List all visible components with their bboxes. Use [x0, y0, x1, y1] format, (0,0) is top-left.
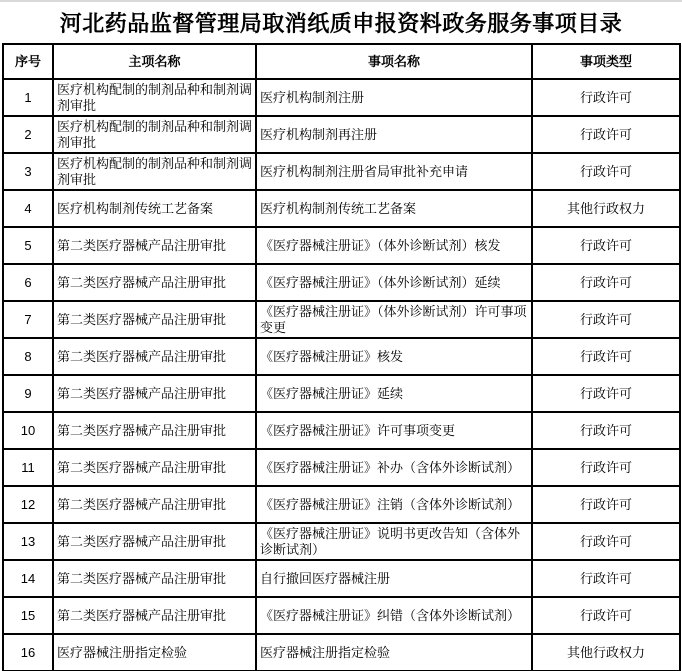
item-type-cell: 行政许可	[532, 153, 680, 190]
row-number-cell: 7	[3, 301, 53, 338]
item-name-cell: 《医疗器械注册证》许可事项变更	[256, 412, 532, 449]
row-number-cell: 13	[3, 523, 53, 560]
row-number-cell: 2	[3, 116, 53, 153]
item-type-cell: 行政许可	[532, 338, 680, 375]
item-type-cell: 行政许可	[532, 301, 680, 338]
header-cell-item: 事项名称	[256, 44, 532, 79]
item-type-cell: 行政许可	[532, 412, 680, 449]
table-row	[3, 375, 680, 412]
row-number-cell: 5	[3, 227, 53, 264]
table-row	[3, 449, 680, 486]
item-name-cell: 《医疗器械注册证》注销（含体外诊断试剂）	[256, 486, 532, 523]
main-item-cell: 医疗机构配制的制剂品种和制剂调剂审批	[53, 79, 256, 116]
row-number-cell: 12	[3, 486, 53, 523]
row-number-cell: 14	[3, 560, 53, 597]
row-number-cell: 1	[3, 79, 53, 116]
page-title: 河北药品监督管理局取消纸质申报资料政务服务事项目录	[59, 11, 623, 36]
item-type-cell: 行政许可	[532, 375, 680, 412]
main-item-cell: 医疗机构制剂传统工艺备案	[53, 190, 256, 227]
item-name-cell: 《医疗器械注册证》补办（含体外诊断试剂）	[256, 449, 532, 486]
item-name-cell: 医疗机构制剂传统工艺备案	[256, 190, 532, 227]
main-item-cell: 第二类医疗器械产品注册审批	[53, 227, 256, 264]
item-name-cell: 《医疗器械注册证》（体外诊断试剂）许可事项变更	[256, 301, 532, 338]
item-type-cell: 其他行政权力	[532, 634, 680, 671]
table-row	[3, 523, 680, 560]
item-name-cell: 《医疗器械注册证》（体外诊断试剂）延续	[256, 264, 532, 301]
main-item-cell: 第二类医疗器械产品注册审批	[53, 412, 256, 449]
item-name-cell: 《医疗器械注册证》纠错（含体外诊断试剂）	[256, 597, 532, 634]
table-row	[3, 116, 680, 153]
row-number-cell: 10	[3, 412, 53, 449]
main-item-cell: 第二类医疗器械产品注册审批	[53, 301, 256, 338]
main-item-cell: 第二类医疗器械产品注册审批	[53, 338, 256, 375]
item-type-cell: 其他行政权力	[532, 190, 680, 227]
row-number-cell: 8	[3, 338, 53, 375]
item-type-cell: 行政许可	[532, 523, 680, 560]
item-name-cell: 医疗机构制剂注册省局审批补充申请	[256, 153, 532, 190]
main-item-cell: 医疗器械注册指定检验	[53, 634, 256, 671]
item-type-cell: 行政许可	[532, 227, 680, 264]
catalog-table	[2, 43, 681, 671]
item-name-cell: 《医疗器械注册证》说明书更改告知（含体外诊断试剂）	[256, 523, 532, 560]
table-row	[3, 153, 680, 190]
header-cell-main: 主项名称	[53, 44, 256, 79]
table-row	[3, 190, 680, 227]
item-name-cell: 《医疗器械注册证》核发	[256, 338, 532, 375]
item-type-cell: 行政许可	[532, 560, 680, 597]
item-name-cell: 《医疗器械注册证》（体外诊断试剂）核发	[256, 227, 532, 264]
item-type-cell: 行政许可	[532, 597, 680, 634]
row-number-cell: 4	[3, 190, 53, 227]
header-row	[3, 44, 680, 79]
table-row	[3, 597, 680, 634]
item-name-cell: 自行撤回医疗器械注册	[256, 560, 532, 597]
row-number-cell: 9	[3, 375, 53, 412]
item-name-cell: 医疗机构制剂注册	[256, 79, 532, 116]
table-row	[3, 634, 680, 671]
item-type-cell: 行政许可	[532, 486, 680, 523]
main-item-cell: 第二类医疗器械产品注册审批	[53, 486, 256, 523]
table-body	[3, 79, 680, 671]
table-row	[3, 486, 680, 523]
table-row	[3, 79, 680, 116]
header-cell-no: 序号	[3, 44, 53, 79]
table-row	[3, 560, 680, 597]
table-row	[3, 338, 680, 375]
row-number-cell: 15	[3, 597, 53, 634]
item-name-cell: 《医疗器械注册证》延续	[256, 375, 532, 412]
main-item-cell: 第二类医疗器械产品注册审批	[53, 597, 256, 634]
item-name-cell: 医疗机构制剂再注册	[256, 116, 532, 153]
table-row	[3, 227, 680, 264]
main-item-cell: 医疗机构配制的制剂品种和制剂调剂审批	[53, 153, 256, 190]
row-number-cell: 3	[3, 153, 53, 190]
row-number-cell: 11	[3, 449, 53, 486]
main-item-cell: 第二类医疗器械产品注册审批	[53, 264, 256, 301]
main-item-cell: 第二类医疗器械产品注册审批	[53, 523, 256, 560]
row-number-cell: 16	[3, 634, 53, 671]
table-row	[3, 301, 680, 338]
row-number-cell: 6	[3, 264, 53, 301]
main-item-cell: 第二类医疗器械产品注册审批	[53, 560, 256, 597]
table-row	[3, 412, 680, 449]
item-name-cell: 医疗器械注册指定检验	[256, 634, 532, 671]
main-item-cell: 第二类医疗器械产品注册审批	[53, 375, 256, 412]
item-type-cell: 行政许可	[532, 264, 680, 301]
item-type-cell: 行政许可	[532, 116, 680, 153]
header-cell-type: 事项类型	[532, 44, 680, 79]
main-item-cell: 医疗机构配制的制剂品种和制剂调剂审批	[53, 116, 256, 153]
item-type-cell: 行政许可	[532, 79, 680, 116]
main-item-cell: 第二类医疗器械产品注册审批	[53, 449, 256, 486]
item-type-cell: 行政许可	[532, 449, 680, 486]
table-row	[3, 264, 680, 301]
